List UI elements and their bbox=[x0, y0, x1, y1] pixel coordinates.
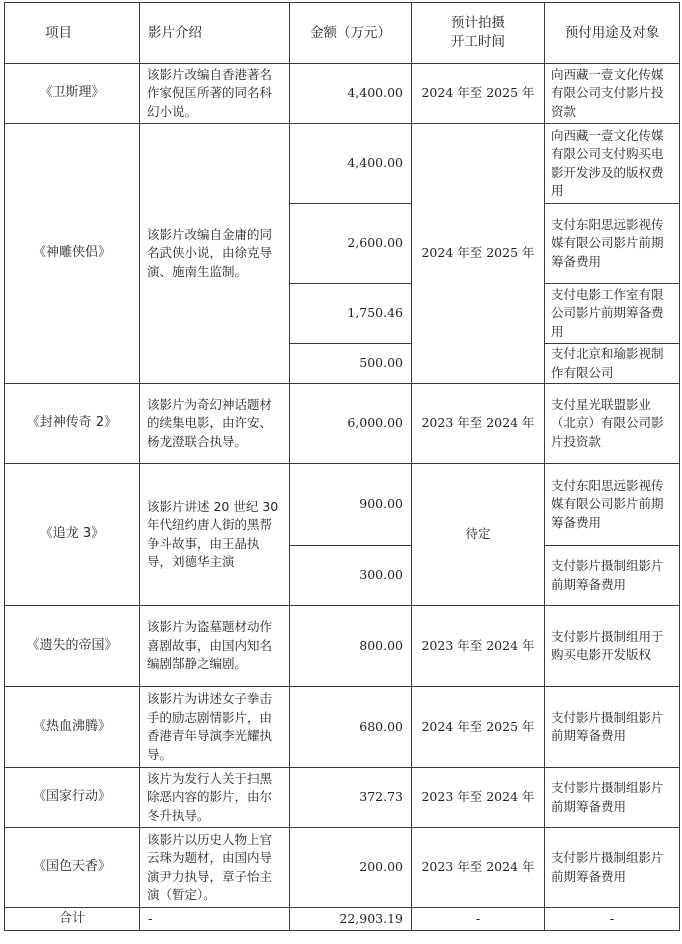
film-intro: 该影片为奇幻神话题材的续集电影，由许安、杨龙澄联合执导。 bbox=[140, 384, 290, 464]
payment-amount: 4,400.00 bbox=[290, 124, 412, 204]
payment-use: 支付北京和瑜影视制作有限公司 bbox=[545, 344, 680, 384]
film-start-date: 2023 年至 2024 年 bbox=[412, 768, 545, 828]
total-use: - bbox=[545, 908, 680, 931]
table-row bbox=[5, 828, 680, 908]
film-start-date: 2023 年至 2024 年 bbox=[412, 384, 545, 464]
payment-amount: 680.00 bbox=[290, 687, 412, 768]
film-title: 《神雕侠侣》 bbox=[5, 124, 140, 384]
payment-amount: 800.00 bbox=[290, 606, 412, 687]
header-use: 预付用途及对象 bbox=[545, 3, 680, 64]
film-title: 《热血沸腾》 bbox=[5, 687, 140, 768]
table-row bbox=[5, 384, 680, 464]
payment-amount: 6,000.00 bbox=[290, 384, 412, 464]
table-header-row bbox=[5, 3, 680, 64]
payment-amount: 500.00 bbox=[290, 344, 412, 384]
table-row bbox=[5, 687, 680, 768]
film-start-date: 2024 年至 2025 年 bbox=[412, 64, 545, 124]
film-intro: 该影片改编自金庸的同名武侠小说，由徐克导演、施南生监制。 bbox=[140, 124, 290, 384]
film-start-date: 2024 年至 2025 年 bbox=[412, 687, 545, 768]
film-intro: 该影片为盗墓题材动作喜剧故事，由国内知名编剧郜静之编剧。 bbox=[140, 606, 290, 687]
payment-use: 向西藏一壹文化传媒有限公司支付影片投资款 bbox=[545, 64, 680, 124]
film-prepayment-table bbox=[4, 2, 680, 931]
payment-use: 支付星光联盟影业（北京）有限公司影片投资款 bbox=[545, 384, 680, 464]
film-title: 《国家行动》 bbox=[5, 768, 140, 828]
table-row bbox=[5, 124, 680, 204]
payment-use: 支付影片摄制组影片前期筹备费用 bbox=[545, 546, 680, 606]
payment-use: 支付东阳思远影视传媒有限公司影片前期筹备费用 bbox=[545, 464, 680, 546]
payment-amount: 300.00 bbox=[290, 546, 412, 606]
payment-use: 支付影片摄制组用于购买电影开发版权 bbox=[545, 606, 680, 687]
table-row bbox=[5, 606, 680, 687]
total-date: - bbox=[412, 908, 545, 931]
film-title: 《封神传奇 2》 bbox=[5, 384, 140, 464]
payment-use: 支付影片摄制组影片前期筹备费用 bbox=[545, 687, 680, 768]
film-intro: 该影片改编自香港著名作家倪匡所著的同名科幻小说。 bbox=[140, 64, 290, 124]
film-start-date: 2023 年至 2024 年 bbox=[412, 606, 545, 687]
payment-use: 支付电影工作室有限公司影片前期筹备费用 bbox=[545, 284, 680, 344]
film-start-date: 2023 年至 2024 年 bbox=[412, 828, 545, 908]
total-amount: 22,903.19 bbox=[290, 908, 412, 931]
table-row bbox=[5, 464, 680, 546]
payment-use: 向西藏一壹文化传媒有限公司支付购买电影开发涉及的版权费用 bbox=[545, 124, 680, 204]
film-title: 《卫斯理》 bbox=[5, 64, 140, 124]
header-amount: 金额（万元） bbox=[290, 3, 412, 64]
payment-use: 支付东阳思远影视传媒有限公司影片前期筹备费用 bbox=[545, 204, 680, 284]
total-row bbox=[5, 908, 680, 931]
payment-amount: 2,600.00 bbox=[290, 204, 412, 284]
film-title: 《遗失的帝国》 bbox=[5, 606, 140, 687]
payment-amount: 200.00 bbox=[290, 828, 412, 908]
film-intro: 该影片讲述 20 世纪 30 年代纽约唐人街的黑帮争斗故事，由王晶执导，刘德华主演 bbox=[140, 464, 290, 606]
film-start-date: 待定 bbox=[412, 464, 545, 606]
payment-amount: 1,750.46 bbox=[290, 284, 412, 344]
header-intro: 影片介绍 bbox=[140, 3, 290, 64]
payment-use: 支付影片摄制组影片前期筹备费用 bbox=[545, 828, 680, 908]
payment-amount: 900.00 bbox=[290, 464, 412, 546]
film-title: 《追龙 3》 bbox=[5, 464, 140, 606]
header-start-date: 预计拍摄 开工时间 bbox=[412, 3, 545, 64]
total-intro: - bbox=[140, 908, 290, 931]
total-label: 合计 bbox=[5, 908, 140, 931]
film-intro: 该影片以历史人物上官云珠为题材，由国内导演尹力执导，章子怡主演（暂定）。 bbox=[140, 828, 290, 908]
table-row bbox=[5, 768, 680, 828]
header-project: 项目 bbox=[5, 3, 140, 64]
film-title: 《国色天香》 bbox=[5, 828, 140, 908]
payment-amount: 372.73 bbox=[290, 768, 412, 828]
payment-use: 支付影片摄制组影片前期筹备费用 bbox=[545, 768, 680, 828]
payment-amount: 4,400.00 bbox=[290, 64, 412, 124]
film-start-date: 2024 年至 2025 年 bbox=[412, 124, 545, 384]
film-intro: 该片为发行人关于扫黑除恶内容的影片，由尔冬升执导。 bbox=[140, 768, 290, 828]
film-intro: 该影片为讲述女子拳击手的励志剧情影片，由香港青年导演李光耀执导。 bbox=[140, 687, 290, 768]
table-row bbox=[5, 64, 680, 124]
